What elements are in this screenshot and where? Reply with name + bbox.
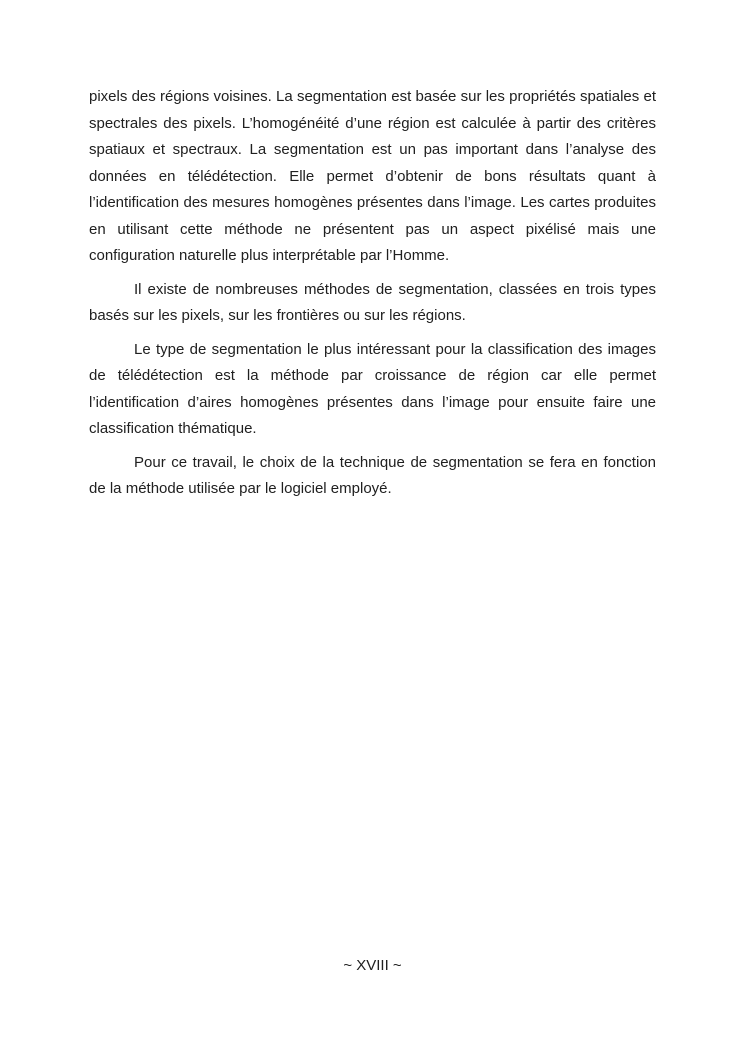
paragraph: pixels des régions voisines. La segmentation est basée sur les propriétés spatiales et spectrales des pixels. L’homogénéité d’une région est calculée à partir des critères spatiaux et spectraux. La segmentation est un pas important dans l’analyse des données en télédétection. Elle permet d’obtenir de bons résultats quant à l’identification des mesures homogènes présentes dans l’image. Les cartes produites en utilisant cette méthode ne présentent pas un aspect pixélisé mais une configuration naturelle plus interprétable par l’Homme. [89,88,656,264]
page-body-text [89,84,656,510]
page-number-footer: ~ XVIII ~ [343,957,402,974]
paragraph: Le type de segmentation le plus intéressant pour la classification des images de télédétection est la méthode par croissance de région car elle permet l’identification d’aires homogènes présentes dans l’image pour ensuite faire une classification thématique. [89,340,656,437]
paragraph: Il existe de nombreuses méthodes de segmentation, classées en trois types basés sur les pixels, sur les frontières ou sur les régions. [89,280,656,324]
paragraph: Pour ce travail, le choix de la technique de segmentation se fera en fonction de la méthode utilisée par le logiciel employé. [89,453,656,497]
